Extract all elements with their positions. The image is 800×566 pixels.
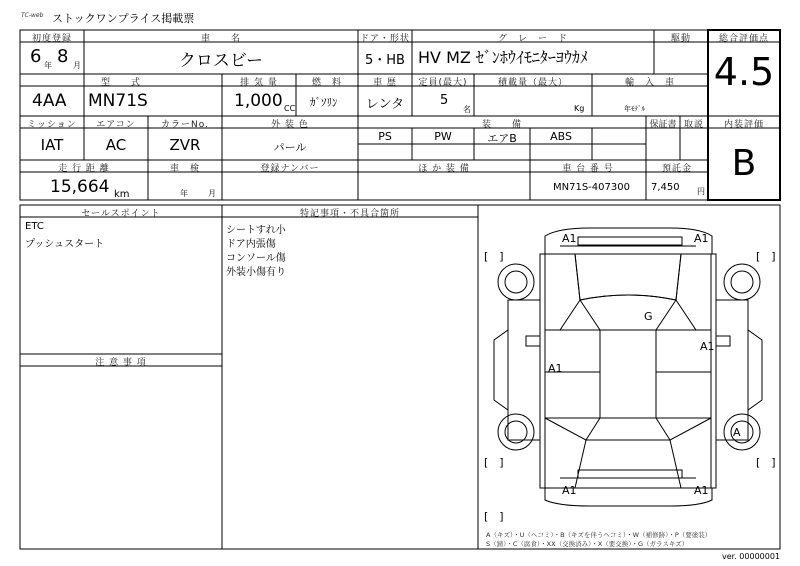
fuel-value: ｶﾞｿﾘﾝ: [310, 96, 338, 109]
unit-month: 月: [73, 61, 81, 70]
sales-point-1: ETC: [25, 221, 44, 232]
ext-color-value: パール: [273, 141, 307, 154]
legend-line-1: A（キズ）・U（ヘコミ）・B（キズを伴うヘコミ）・W（補修跡）・P（要塗装）: [486, 531, 712, 539]
color-no-value: ZVR: [169, 136, 201, 154]
bracket-front-left: [ ]: [484, 250, 504, 263]
unit-yen: 円: [697, 187, 705, 196]
aircon-value: AC: [105, 136, 127, 154]
car-name-value: クロスビー: [178, 51, 264, 71]
label-inspection: 車 検: [169, 164, 200, 174]
chassis-value: MN71S-407300: [553, 182, 630, 193]
model-value: MN71S: [88, 91, 148, 111]
equipment-pw: PW: [434, 130, 452, 143]
label-model: 型 式: [100, 78, 141, 88]
label-deposit: 預託金: [661, 164, 692, 174]
note-item-4: 外装小傷有り: [226, 267, 286, 278]
mark-left-door: A1: [548, 362, 563, 375]
label-capacity: 定員(最大): [418, 78, 468, 88]
capacity-value: 5: [440, 93, 449, 108]
bracket-bottom: [ ]: [484, 510, 504, 523]
sales-point-2: プッシュスタート: [25, 239, 105, 250]
bracket-front-right: [ ]: [756, 250, 776, 263]
label-door-shape: ドア・形状: [360, 34, 410, 44]
mark-hood: G: [644, 310, 653, 323]
displacement-value: 1,000: [234, 91, 283, 111]
label-other-equip: ほ か 装 備: [418, 164, 470, 174]
label-first-reg: 初度登録: [31, 34, 72, 44]
label-load: 積載量（最大）: [497, 78, 568, 88]
unit-cc: CC: [284, 104, 296, 113]
label-sales-point: セールスポイント: [81, 209, 161, 219]
mark-rear-right: A1: [694, 484, 709, 497]
history-value: レンタ: [365, 97, 405, 112]
label-reg-number: 登録ナンバー: [260, 164, 320, 174]
unit-km: km: [114, 189, 130, 200]
label-drive: 駆動: [670, 34, 691, 44]
overall-score: 4.5: [713, 50, 775, 94]
label-warranty: 保証書: [649, 120, 677, 130]
label-grade: グ レ ー ド: [497, 34, 568, 44]
label-interior: 内装評価: [723, 120, 764, 130]
label-import: 輸 入 車: [624, 78, 675, 88]
label-ext-color: 外 装 色: [271, 120, 309, 130]
mark-right-rear-wheel: A: [733, 426, 741, 439]
label-mileage: 走 行 距 離: [58, 164, 110, 174]
first-reg-month: 8: [57, 46, 69, 67]
unit-year: 年: [44, 61, 52, 70]
first-reg-year: 6: [30, 46, 42, 67]
deposit-value: 7,450: [651, 182, 680, 193]
mark-rear-bumper: A1: [562, 484, 577, 497]
equipment-abs: ABS: [550, 130, 572, 143]
grade-value: HV MZ ｾﾞﾝﾎｳｲﾓﾆﾀｰﾖｳｶﾒ: [418, 48, 588, 67]
equipment-airbag: エアB: [487, 132, 517, 145]
label-chassis: 車 台 番 号: [562, 164, 614, 174]
label-equipment: 装 備: [481, 120, 522, 130]
form-title: ストックワンプライス掲載票: [52, 12, 195, 25]
label-displacement: 排 気 量: [240, 78, 278, 88]
note-item-3: コンソール傷: [226, 253, 286, 264]
note-item-2: ドア内張傷: [226, 239, 276, 250]
mark-front-right: A1: [694, 232, 709, 245]
unit-model-year: 年ﾓﾃﾞﾙ: [624, 105, 645, 113]
mark-front-bumper: A1: [562, 232, 577, 245]
label-color-no: カラーNo.: [161, 120, 209, 130]
label-fuel: 燃 料: [311, 78, 342, 88]
equipment-ps: PS: [378, 130, 392, 143]
label-history: 車 歴: [373, 78, 397, 88]
mission-value: IAT: [40, 136, 64, 154]
mileage-value: 15,664: [50, 177, 110, 197]
door-shape-value: 5・HB: [365, 53, 405, 68]
label-aircon: エアコン: [96, 120, 136, 130]
unit-insp-year: 年: [180, 189, 188, 198]
model-prefix: 4AA: [32, 91, 67, 111]
label-manual: 取説: [683, 120, 704, 130]
logo: TC-web: [21, 12, 44, 19]
interior-score: B: [731, 143, 757, 184]
legend-line-2: S（錆）・C（腐食）・XX（交換済み）・X（要交換）・G（ガラスキズ）: [486, 540, 689, 548]
unit-insp-month: 月: [208, 189, 216, 198]
label-overall: 総合評価点: [718, 34, 769, 44]
unit-kg: Kg: [574, 104, 585, 113]
label-caution: 注 意 事 項: [95, 358, 147, 368]
unit-persons: 名: [463, 105, 471, 114]
version: ver. 00000001: [722, 552, 781, 561]
label-car-name: 車 名: [200, 34, 241, 44]
label-mission: ミッション: [27, 120, 77, 130]
note-item-1: シートすれ小: [226, 225, 286, 236]
label-notes: 特記事項・不具合箇所: [299, 209, 400, 219]
bracket-rear-left: [ ]: [484, 456, 504, 469]
bracket-rear-right: [ ]: [756, 456, 776, 469]
mark-right-side: A1: [700, 340, 715, 353]
car-damage-diagram: [494, 228, 762, 506]
